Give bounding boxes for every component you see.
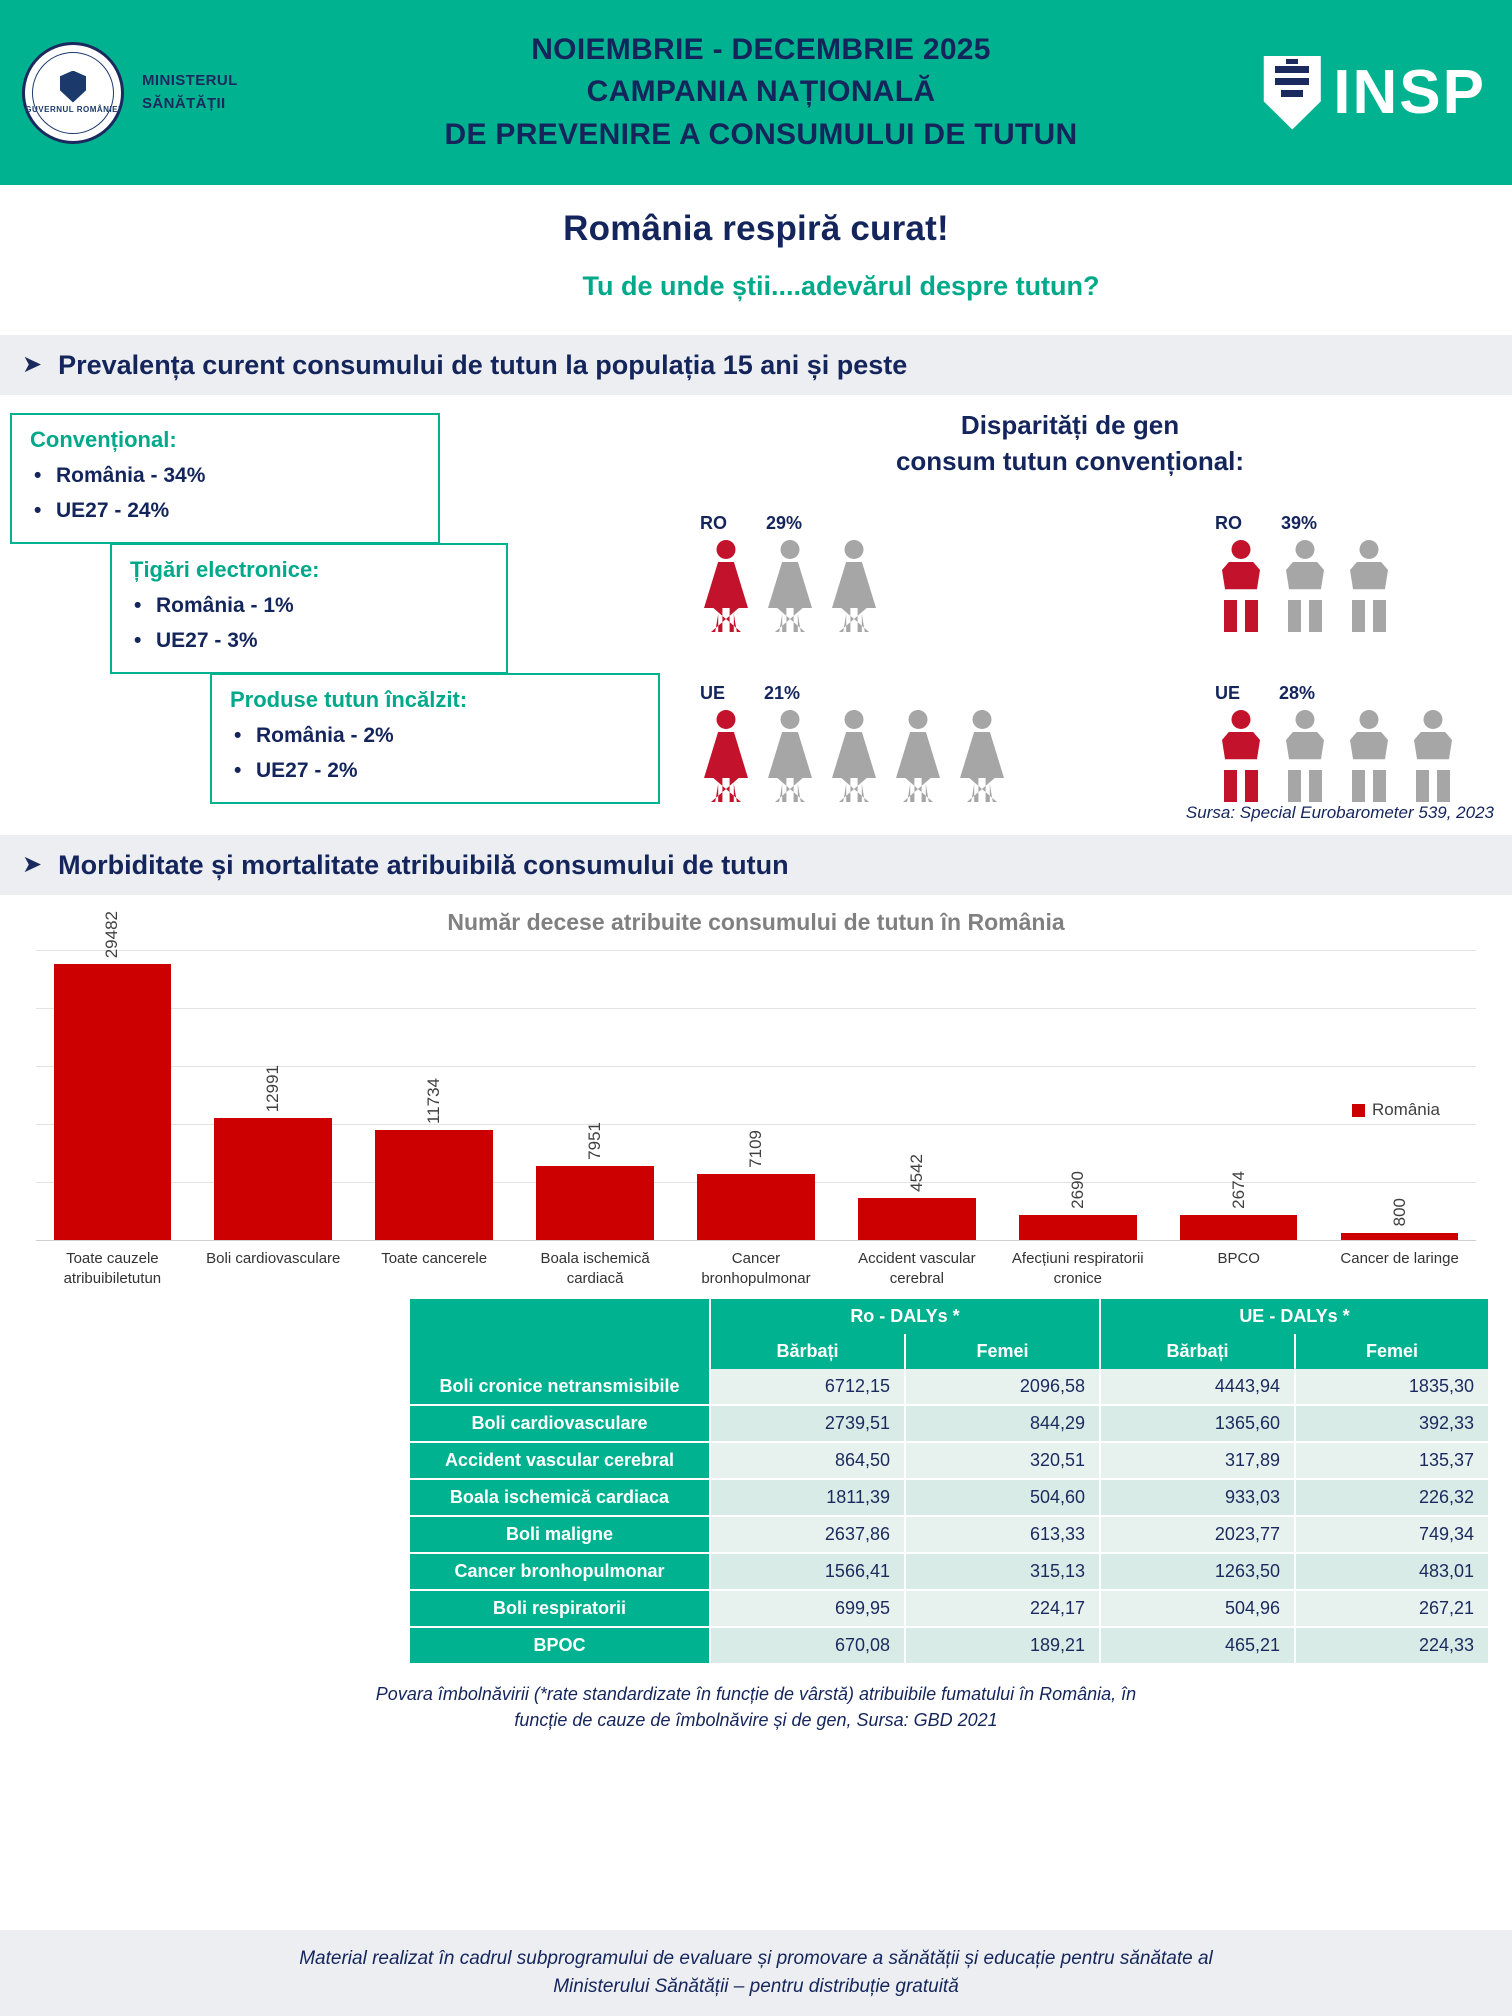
chart-x-label: Boala ischemică cardiacă xyxy=(540,1250,650,1287)
pictogram-value: 29% xyxy=(766,513,803,533)
table-cell: 613,33 xyxy=(905,1516,1100,1553)
table-cell: 465,21 xyxy=(1100,1627,1295,1664)
table-corner-cell xyxy=(410,1334,710,1369)
chart-bar xyxy=(1019,1215,1137,1240)
slogan-main: România respiră curat! xyxy=(563,209,949,248)
table-group-header-row xyxy=(410,1299,1488,1334)
stat-box-title: Țigări electronice: xyxy=(130,557,320,582)
legend-swatch-icon xyxy=(1352,1104,1365,1117)
chart-bar xyxy=(536,1166,654,1240)
chart-bar-column xyxy=(1331,950,1468,1240)
list-item: • România - 34% xyxy=(56,459,418,494)
table-row-label: Boli cronice netransmisibile xyxy=(410,1369,710,1405)
pictogram-label xyxy=(1215,683,1459,704)
shield-icon xyxy=(1261,56,1323,130)
list-item: • UE27 - 3% xyxy=(156,624,486,659)
stat-box-conventional xyxy=(10,413,440,544)
chart-legend xyxy=(1352,1100,1440,1120)
seal-text: GUVERNUL ROMÂNIEI xyxy=(25,104,121,114)
source-note-eurobarometer: Sursa: Special Eurobarometer 539, 2023 xyxy=(1185,803,1494,822)
table-cell: 1811,39 xyxy=(710,1479,905,1516)
page-footer xyxy=(0,1930,1512,2016)
pictogram-region: RO xyxy=(1215,513,1242,533)
person-icon-male xyxy=(1407,710,1459,802)
list-item: • UE27 - 24% xyxy=(56,494,418,529)
table-body xyxy=(410,1369,1488,1664)
footer-text xyxy=(299,1945,1213,2002)
legend-label: România xyxy=(1371,1100,1440,1119)
table-cell: 1263,50 xyxy=(1100,1553,1295,1590)
table-row-label: Boli maligne xyxy=(410,1516,710,1553)
table-group-header-ue: UE - DALYs * xyxy=(1100,1299,1488,1334)
header-right xyxy=(1182,56,1512,130)
table-sub-header: Femei xyxy=(1295,1334,1488,1369)
chart-bar xyxy=(858,1198,976,1240)
table-row xyxy=(410,1369,1488,1405)
table-cell: 315,13 xyxy=(905,1553,1100,1590)
chart-x-label: Boli cardiovasculare xyxy=(206,1250,341,1267)
table-cell: 483,01 xyxy=(1295,1553,1488,1590)
chart-bar-column xyxy=(1170,950,1307,1240)
stat-box-heated-tobacco xyxy=(210,673,660,804)
chart-bar-column xyxy=(205,950,342,1240)
prevalence-area xyxy=(0,395,1512,835)
chart-bar-column xyxy=(1009,950,1146,1240)
table-row-label: Boli respiratorii xyxy=(410,1590,710,1627)
dalys-table xyxy=(410,1299,1488,1665)
table-row xyxy=(410,1590,1488,1627)
table-sub-header: Bărbați xyxy=(710,1334,905,1369)
chart-bar xyxy=(214,1118,332,1240)
table-cell: 504,60 xyxy=(905,1479,1100,1516)
ministry-line-2: SĂNĂTĂȚII xyxy=(142,94,226,112)
chart-x-label: Cancer bronhopulmonar xyxy=(701,1250,811,1287)
pictogram-figures xyxy=(1215,710,1459,802)
campaign-title-line-1: NOIEMBRIE - DECEMBRIE 2025 xyxy=(531,32,991,66)
person-icon-female xyxy=(892,710,944,802)
table-cell: 226,32 xyxy=(1295,1479,1488,1516)
table-cell: 189,21 xyxy=(905,1627,1100,1664)
pictogram-figures xyxy=(1215,540,1395,632)
table-cell: 2637,86 xyxy=(710,1516,905,1553)
campaign-title-line-2: CAMPANIA NAȚIONALĂ xyxy=(586,75,936,109)
table-cell: 4443,94 xyxy=(1100,1369,1295,1405)
chart-bar xyxy=(1341,1233,1459,1240)
person-icon-female xyxy=(764,540,816,632)
insp-logo xyxy=(1261,56,1486,130)
person-icon-male xyxy=(1343,710,1395,802)
stat-box-title: Produse tutun încălzit: xyxy=(230,687,468,712)
header-left xyxy=(0,42,330,144)
arrow-bullet-icon: ➤ xyxy=(22,851,43,878)
deaths-bar-chart xyxy=(0,895,1512,1295)
pictogram-region: UE xyxy=(700,683,726,703)
chart-x-label: Toate cauzele atribuibiletutun xyxy=(63,1250,162,1287)
pictogram-region: RO xyxy=(700,513,727,533)
chart-x-label: Toate cancerele xyxy=(381,1250,488,1267)
dalys-table-area xyxy=(0,1295,1512,1733)
table-row-label: Boala ischemică cardiaca xyxy=(410,1479,710,1516)
chart-bar-column xyxy=(688,950,825,1240)
pictogram-label xyxy=(1215,513,1395,534)
pictogram-value: 28% xyxy=(1279,683,1316,703)
pictogram-figures xyxy=(700,540,880,632)
table-cell: 504,96 xyxy=(1100,1590,1295,1627)
slogan-sub: Tu de unde știi....adevărul despre tutun? xyxy=(582,271,1100,301)
table-row xyxy=(410,1627,1488,1664)
table-cell: 6712,15 xyxy=(710,1369,905,1405)
gender-title-line-1: Disparități de gen xyxy=(960,410,1180,440)
chart-bar-value: 4542 xyxy=(906,1153,926,1192)
pictogram-ue-women xyxy=(700,683,1008,802)
section-1-title: Prevalența curent consumului de tutun la populația 15 ani și peste xyxy=(58,349,908,380)
table-row xyxy=(410,1442,1488,1479)
chart-bar-value: 800 xyxy=(1389,1198,1409,1227)
table-cell: 699,95 xyxy=(710,1590,905,1627)
person-icon-female xyxy=(956,710,1008,802)
table-cell: 864,50 xyxy=(710,1442,905,1479)
table-row-label: Cancer bronhopulmonar xyxy=(410,1553,710,1590)
pictogram-ro-women xyxy=(700,513,880,632)
table-cell: 670,08 xyxy=(710,1627,905,1664)
table-row xyxy=(410,1479,1488,1516)
person-icon-female xyxy=(828,710,880,802)
table-note-line-2: funcție de cauze de îmbolnăvire și de gen, Sursa: GBD 2021 xyxy=(514,1710,998,1731)
table-row xyxy=(410,1516,1488,1553)
slogan-block xyxy=(0,185,1512,335)
footer-line-2: Ministerului Sănătății – pentru distribuție gratuită xyxy=(553,1976,959,1997)
person-icon-male xyxy=(1279,710,1331,802)
chart-bar xyxy=(54,964,172,1240)
chart-bar-value: 11734 xyxy=(424,1078,444,1125)
table-cell: 317,89 xyxy=(1100,1442,1295,1479)
stat-box-ecigarettes xyxy=(110,543,508,674)
pictogram-ro-men xyxy=(1215,513,1395,632)
chart-x-label: Afecțiuni respiratorii cronice xyxy=(1011,1250,1144,1287)
section-2-title: Morbiditate și mortalitate atribuibilă consumului de tutun xyxy=(58,849,789,880)
table-cell: 2023,77 xyxy=(1100,1516,1295,1553)
pictogram-value: 39% xyxy=(1281,513,1318,533)
arrow-bullet-icon: ➤ xyxy=(22,351,43,378)
table-sub-header: Bărbați xyxy=(1100,1334,1295,1369)
table-cell: 2096,58 xyxy=(905,1369,1100,1405)
table-cell: 267,21 xyxy=(1295,1590,1488,1627)
table-row-label: Boli cardiovasculare xyxy=(410,1405,710,1442)
table-cell: 392,33 xyxy=(1295,1405,1488,1442)
chart-bar-column xyxy=(44,910,181,1240)
footer-line-1: Material realizat în cadrul subprogramului de evaluare și promovare a sănătății și educație pentru sănătate al xyxy=(299,1947,1213,1969)
campaign-title-line-3: DE PREVENIRE A CONSUMULUI DE TUTUN xyxy=(444,117,1078,151)
chart-bar-value: 2690 xyxy=(1067,1171,1087,1209)
section-heading-morbidity xyxy=(0,835,1512,895)
pictogram-value: 21% xyxy=(764,683,801,703)
chart-x-label: Cancer de laringe xyxy=(1340,1250,1459,1267)
chart-x-label: BPCO xyxy=(1217,1250,1260,1267)
table-cell: 844,29 xyxy=(905,1405,1100,1442)
person-icon-female xyxy=(828,540,880,632)
table-cell: 224,17 xyxy=(905,1590,1100,1627)
chart-x-axis-labels xyxy=(36,1249,1476,1288)
person-icon-male xyxy=(1343,540,1395,632)
stat-box-title: Convențional: xyxy=(30,427,177,452)
table-cell: 320,51 xyxy=(905,1442,1100,1479)
table-row-label: Accident vascular cerebral xyxy=(410,1442,710,1479)
list-item: • UE27 - 2% xyxy=(256,754,638,789)
person-icon-female xyxy=(700,710,752,802)
table-cell: 749,34 xyxy=(1295,1516,1488,1553)
table-cell: 135,37 xyxy=(1295,1442,1488,1479)
table-cell: 1566,41 xyxy=(710,1553,905,1590)
chart-title: Număr decese atribuite consumului de tutun în România xyxy=(447,909,1065,935)
table-cell: 2739,51 xyxy=(710,1405,905,1442)
chart-bar xyxy=(1180,1215,1298,1240)
page-header xyxy=(0,0,1512,185)
section-heading-prevalence xyxy=(0,335,1512,395)
chart-bar-value: 29482 xyxy=(102,910,122,959)
table-group-header-ro: Ro - DALYs * xyxy=(710,1299,1100,1334)
table-sub-header: Femei xyxy=(905,1334,1100,1369)
chart-bar xyxy=(375,1130,493,1240)
insp-wordmark: INSP xyxy=(1333,57,1486,127)
table-row xyxy=(410,1553,1488,1590)
list-item: • România - 1% xyxy=(156,589,486,624)
chart-bar-column xyxy=(849,950,986,1240)
person-icon-male xyxy=(1215,540,1267,632)
pictogram-ue-men xyxy=(1215,683,1459,802)
chart-bar-value: 7951 xyxy=(585,1121,605,1160)
campaign-title xyxy=(330,29,1182,157)
table-note xyxy=(180,1681,1332,1733)
pictogram-figures xyxy=(700,710,1008,802)
government-seal-icon xyxy=(22,42,124,144)
ministry-label xyxy=(142,70,238,115)
list-item: • România - 2% xyxy=(256,719,638,754)
chart-bar-value: 7109 xyxy=(745,1129,765,1168)
chart-bar-column xyxy=(366,950,503,1240)
chart-bar xyxy=(697,1174,815,1241)
table-cell: 224,33 xyxy=(1295,1627,1488,1664)
pictogram-label xyxy=(700,683,1008,704)
table-corner-cell xyxy=(410,1299,710,1334)
table-sub-header-row xyxy=(410,1334,1488,1369)
person-icon-female xyxy=(700,540,752,632)
person-icon-male xyxy=(1215,710,1267,802)
chart-bar-column xyxy=(527,950,664,1240)
chart-x-label: Accident vascular cerebral xyxy=(858,1250,976,1287)
ministry-line-1: MINISTERUL xyxy=(142,72,238,89)
pictogram-label xyxy=(700,513,880,534)
table-note-line-1: Povara îmbolnăvirii (*rate standardizate în funcție de vârstă) atribuibile fumatului în România, în xyxy=(375,1684,1137,1704)
table-cell: 1835,30 xyxy=(1295,1369,1488,1405)
gender-disparity-title xyxy=(640,407,1500,480)
person-icon-male xyxy=(1279,540,1331,632)
table-row-label: BPOC xyxy=(410,1627,710,1664)
chart-bar-value: 2674 xyxy=(1228,1171,1248,1209)
gender-title-line-2: consum tutun convențional: xyxy=(895,446,1245,477)
table-row xyxy=(410,1405,1488,1442)
person-icon-female xyxy=(764,710,816,802)
table-cell: 933,03 xyxy=(1100,1479,1295,1516)
table-cell: 1365,60 xyxy=(1100,1405,1295,1442)
pictogram-region: UE xyxy=(1215,683,1241,703)
chart-bar-value: 12991 xyxy=(263,1065,283,1113)
